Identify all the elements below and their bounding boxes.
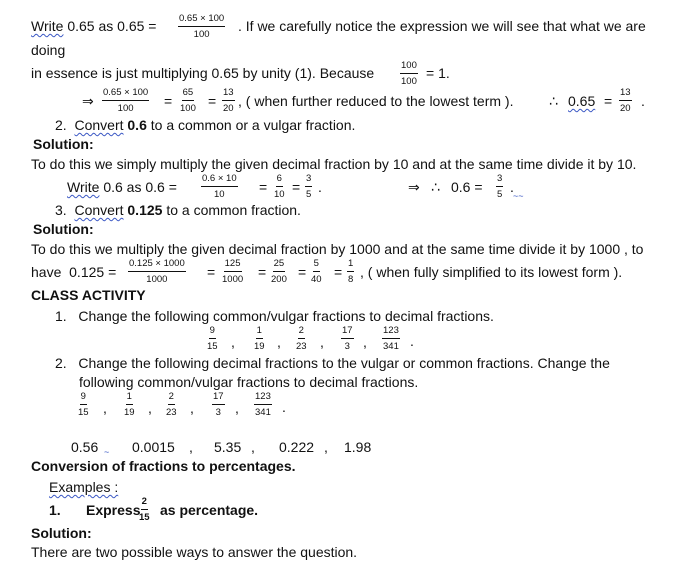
numerator: 100 xyxy=(400,61,418,74)
comment: , ( when further reduced to the lowest term ). xyxy=(238,93,514,109)
fraction xyxy=(619,88,632,113)
item-number: 3. xyxy=(55,202,67,218)
implies-arrow: ⇒ xyxy=(82,93,94,109)
fraction xyxy=(382,326,400,351)
therefore-symbol: ∴ xyxy=(431,179,440,195)
fraction xyxy=(222,259,243,284)
denominator: 15 xyxy=(207,340,218,352)
denominator: 19 xyxy=(254,340,265,352)
numerator: 17 xyxy=(341,326,354,339)
separator: , xyxy=(320,334,324,350)
equals: = xyxy=(298,264,307,280)
item-text: to a common fraction. xyxy=(166,202,301,218)
denominator: 100 xyxy=(401,75,417,87)
equals: = xyxy=(164,93,173,109)
p1-rest: . If we carefully notice the expression we will see that what we are xyxy=(238,18,646,34)
examples-label: Examples : xyxy=(49,479,119,495)
numerator: 2 xyxy=(298,326,305,339)
denominator: 341 xyxy=(383,340,399,352)
separator: , xyxy=(190,400,194,416)
value: 0.6 xyxy=(103,179,123,195)
denominator: 19 xyxy=(124,406,135,418)
ca1-line xyxy=(55,309,494,323)
solution-label: Solution: xyxy=(31,525,92,541)
denominator: 40 xyxy=(311,273,322,285)
separator: , xyxy=(235,400,239,416)
fraction xyxy=(207,326,218,351)
item-text: Change the following common/vulgar fractions to decimal fractions. xyxy=(78,308,494,324)
p1-cont: doing xyxy=(31,42,66,58)
numerator: 9 xyxy=(80,392,87,405)
ex1-number: 1. xyxy=(49,502,61,518)
numerator: 1 xyxy=(126,392,133,405)
denominator: 1000 xyxy=(222,273,244,285)
fraction xyxy=(222,88,235,113)
equals: = xyxy=(604,93,613,109)
denominator: 15 xyxy=(78,406,89,418)
numerator: 5 xyxy=(313,259,320,272)
denominator: 23 xyxy=(296,340,307,352)
fraction xyxy=(296,326,307,351)
separator: , xyxy=(251,439,255,455)
denominator: 100 xyxy=(193,28,210,40)
final-text: There are two possible ways to answer the question. xyxy=(31,544,358,560)
item3-line xyxy=(55,203,301,217)
period: . xyxy=(282,399,286,415)
ex1-post: as percentage. xyxy=(160,502,259,518)
fraction xyxy=(347,259,354,284)
value: 0.6 xyxy=(127,117,147,133)
numerator: 123 xyxy=(382,326,400,339)
numerator: 0.65 × 100 xyxy=(178,14,225,27)
write-word: Write xyxy=(31,18,64,34)
equals: = xyxy=(259,179,268,195)
fraction xyxy=(212,392,225,417)
numerator: 1 xyxy=(347,259,354,272)
denominator: 5 xyxy=(497,188,503,200)
numerator: 6 xyxy=(276,174,283,187)
denominator: 3 xyxy=(215,406,221,418)
fraction xyxy=(102,88,149,113)
value: 0.125 = xyxy=(69,264,117,280)
convert-word: Convert xyxy=(74,202,124,218)
denominator: 5 xyxy=(306,188,312,200)
fraction xyxy=(128,259,186,284)
value: 0.65 xyxy=(67,18,95,34)
fraction xyxy=(341,326,354,351)
convert-word: Convert xyxy=(74,117,124,133)
numerator: 9 xyxy=(209,326,216,339)
decimal-value: 0.222 xyxy=(279,439,315,455)
fraction xyxy=(254,392,272,417)
denominator: 200 xyxy=(271,273,287,285)
period: . xyxy=(410,333,414,349)
numerator: 0.125 × 1000 xyxy=(128,259,186,272)
fraction xyxy=(271,259,287,284)
numerator: 0.65 × 100 xyxy=(102,88,149,101)
denominator: 341 xyxy=(255,406,271,418)
value: 0.65 xyxy=(117,18,145,34)
ca2-line1 xyxy=(55,356,610,370)
squiggle-icon: ~~ xyxy=(513,191,524,201)
denominator: 23 xyxy=(166,406,177,418)
fraction xyxy=(496,174,503,199)
numerator: 13 xyxy=(619,88,632,101)
value: 0.125 xyxy=(127,202,163,218)
item-text: to a common or a vulgar fraction. xyxy=(150,117,356,133)
have-word: have xyxy=(31,264,62,280)
separator: , xyxy=(103,400,107,416)
sol3-text: To do this we multiply the given decimal fraction by 1000 and at the same time divide it by 1000 , to xyxy=(31,241,644,257)
conversion-heading: Conversion of fractions to percentages. xyxy=(31,458,296,474)
value: 0.6 = xyxy=(451,179,483,195)
separator: , xyxy=(148,400,152,416)
item-number: 2. xyxy=(55,117,67,133)
fraction xyxy=(180,88,196,113)
fraction xyxy=(311,259,322,284)
ca2-line2: following common/vulgar fractions to decimal fractions. xyxy=(79,374,419,390)
period: . xyxy=(318,179,322,195)
fraction xyxy=(166,392,177,417)
denominator: 20 xyxy=(223,102,234,114)
denominator: 3 xyxy=(344,340,350,352)
period: . xyxy=(510,179,514,195)
numerator: 2 xyxy=(168,392,175,405)
fraction xyxy=(78,392,89,417)
separator: , xyxy=(231,334,235,350)
numerator: 2 xyxy=(141,497,148,510)
fraction xyxy=(139,497,150,522)
therefore-symbol: ∴ xyxy=(549,93,558,109)
equals: = xyxy=(258,264,267,280)
equals: = xyxy=(334,264,343,280)
sol2-text: To do this we simply multiply the given decimal fraction by 10 and at the same time divide it by 10. xyxy=(31,156,637,172)
fraction xyxy=(201,174,238,199)
p1-line xyxy=(31,19,156,33)
numerator: 3 xyxy=(305,174,312,187)
denominator: 10 xyxy=(274,188,285,200)
fraction xyxy=(274,174,285,199)
numerator: 25 xyxy=(273,259,286,272)
class-activity-heading: CLASS ACTIVITY xyxy=(31,287,146,303)
decimal-value: 0.56 xyxy=(71,439,99,455)
sol3-eq xyxy=(31,265,116,279)
denominator: 100 xyxy=(117,102,134,114)
numerator: 123 xyxy=(254,392,272,405)
p2-text: in essence is just multiplying 0.65 by unity (1). Because xyxy=(31,65,375,81)
separator: , xyxy=(324,439,328,455)
fraction xyxy=(124,392,135,417)
denominator: 15 xyxy=(139,511,150,523)
fraction xyxy=(254,326,265,351)
separator: , xyxy=(277,334,281,350)
item-number: 1. xyxy=(55,308,67,324)
numerator: 0.6 × 10 xyxy=(201,174,238,187)
equals: = xyxy=(207,264,216,280)
denominator: 10 xyxy=(214,188,225,200)
sol2-eq xyxy=(67,180,177,194)
item-number: 2. xyxy=(55,355,67,371)
value: 0.65 xyxy=(568,93,596,109)
fraction xyxy=(305,174,312,199)
solution-label: Solution: xyxy=(33,136,94,152)
implies-arrow: ⇒ xyxy=(408,179,420,195)
as-word: as xyxy=(126,179,142,195)
equals-one: = 1. xyxy=(426,65,450,81)
decimal-value: 1.98 xyxy=(344,439,372,455)
squiggle-icon: ~ xyxy=(104,447,110,457)
separator: , xyxy=(189,439,193,455)
denominator: 20 xyxy=(620,102,631,114)
decimal-value: 0.0015 xyxy=(132,439,175,455)
numerator: 13 xyxy=(222,88,235,101)
denominator: 8 xyxy=(348,273,354,285)
numerator: 65 xyxy=(182,88,195,101)
solution-label: Solution: xyxy=(33,221,94,237)
numerator: 1 xyxy=(256,326,263,339)
write-word: Write xyxy=(67,179,100,195)
equals: = xyxy=(148,18,157,34)
numerator: 125 xyxy=(224,259,242,272)
ex1-express: Express xyxy=(86,502,141,518)
equals: = xyxy=(208,93,217,109)
item2-line xyxy=(55,118,355,132)
denominator: 100 xyxy=(180,102,196,114)
separator: , xyxy=(363,334,367,350)
numerator: 3 xyxy=(496,174,503,187)
comment: , ( when fully simplified to its lowest form ). xyxy=(360,264,623,280)
decimal-value: 5.35 xyxy=(214,439,242,455)
denominator: 1000 xyxy=(146,273,168,285)
as-word: as xyxy=(98,18,114,34)
period: . xyxy=(641,93,645,109)
equals: = xyxy=(292,179,301,195)
fraction xyxy=(178,14,225,39)
value: 0.6 = xyxy=(145,179,177,195)
fraction xyxy=(400,61,418,86)
numerator: 17 xyxy=(212,392,225,405)
item-text: Change the following decimal fractions to the vulgar or common fractions. Change the xyxy=(78,355,610,371)
